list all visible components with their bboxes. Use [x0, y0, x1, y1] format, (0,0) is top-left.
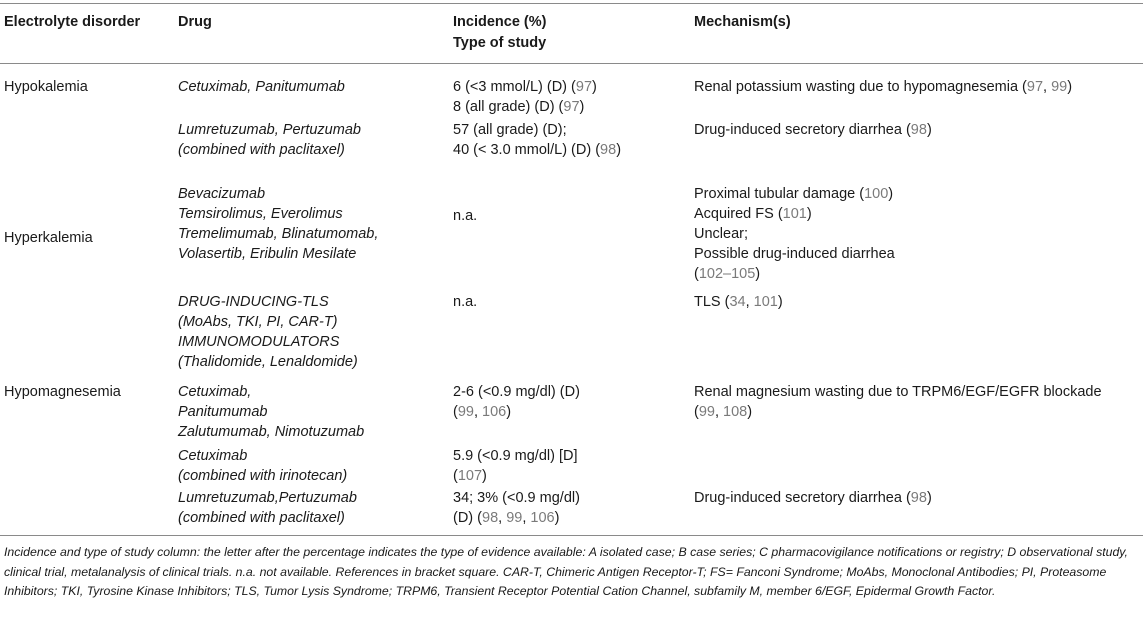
- reference-link[interactable]: 99: [506, 510, 523, 526]
- table-bottom-rule: [0, 535, 1143, 536]
- hypomagnesemia-r1-incidence: 2-6 (<0.9 mg/dl) (D) (99, 106): [453, 384, 580, 420]
- reference-link[interactable]: 107: [457, 468, 483, 484]
- header-incidence: [453, 12, 546, 54]
- reference-link[interactable]: 99: [698, 404, 715, 420]
- reference-link[interactable]: 98: [910, 122, 927, 138]
- hyperkalemia-tls-mechanism: TLS (34, 101): [694, 294, 783, 310]
- hypokalemia-r2-mechanism: Drug-induced secretory diarrhea (98): [694, 122, 932, 138]
- reference-link[interactable]: 97: [1026, 79, 1044, 95]
- reference-link[interactable]: 99: [457, 404, 474, 420]
- row-label-hypokalemia: Hypokalemia: [4, 79, 88, 95]
- table-top-rule: [0, 3, 1143, 4]
- hypomagnesemia-r1-mechanism: Renal magnesium wasting due to TRPM6/EGF/EGFR blockade (99, 108): [694, 384, 1102, 420]
- hyperkalemia-tls-incidence: n.a.: [453, 294, 478, 310]
- hypomagnesemia-r3-drug: Lumretuzumab,Pertuzumab (combined with paclitaxel): [178, 490, 357, 526]
- reference-link[interactable]: 102–105: [698, 266, 756, 282]
- reference-link[interactable]: 97: [563, 99, 580, 115]
- reference-link[interactable]: 34: [729, 294, 746, 310]
- hypomagnesemia-r3-mechanism: Drug-induced secretory diarrhea (98): [694, 490, 932, 506]
- reference-link[interactable]: 108: [723, 404, 748, 420]
- header-incidence-line2: Type of study: [453, 35, 547, 51]
- table-footnote: Incidence and type of study column: the letter after the percentage indicates the type of evidence available: A isolated case; B case series; C pharmacovigilance notifications or registry; D observational study, clinical trial, metalanalysis of clinical trials. n.a. not available. References in bracket square. CAR-T, Chimeric Antigen Receptor-T; FS= Fanconi Syndrome; MoAbs, Monoclonal Antibodies; PI, Proteasome Inhibitors; TKI, Tyrosine Kinase Inhibitors; TLS, Tumor Lysis Syndrome; TRPM6, Transient Receptor Potential Cation Channel, subfamily M, member 6/EGF, Epidermal Growth Factor.: [4, 545, 1128, 598]
- hypomagnesemia-r1-drugs: Cetuximab, Panitumumab Zalutumumab, Nimotuzumab: [178, 384, 365, 440]
- hypokalemia-r1-incidence: 6 (<3 mmol/L) (D) (97) 8 (all grade) (D) (97): [453, 79, 597, 115]
- hyperkalemia-incidence: n.a.: [453, 208, 478, 224]
- hypomagnesemia-r2-drug: Cetuximab (combined with irinotecan): [178, 448, 348, 484]
- row-label-hyperkalemia: Hyperkalemia: [4, 230, 93, 246]
- hyperkalemia-drugs: Bevacizumab Temsirolimus, Everolimus Tremelimumab, Blinatumomab, Volasertib, Eribulin Mesilate: [178, 186, 379, 262]
- reference-link[interactable]: 98: [600, 142, 617, 158]
- hypomagnesemia-r3-incidence: 34; 3% (<0.9 mg/dl) (D) (98, 99, 106): [453, 490, 580, 526]
- reference-link[interactable]: 99: [1051, 79, 1068, 95]
- hypomagnesemia-r2-incidence: 5.9 (<0.9 mg/dl) [D] (107): [453, 448, 578, 484]
- reference-link[interactable]: 101: [782, 206, 807, 222]
- reference-link[interactable]: 97: [575, 79, 593, 95]
- reference-link[interactable]: 106: [530, 510, 555, 526]
- hyperkalemia-tls-drugs: DRUG-INDUCING-TLS (MoAbs, TKI, PI, CAR-T) IMMUNOMODULATORS (Thalidomide, Lenaldomide): [178, 294, 358, 370]
- row-label-hypomagnesemia: Hypomagnesemia: [4, 384, 121, 400]
- hypokalemia-r1-drug: Cetuximab, Panitumumab: [178, 79, 345, 95]
- header-bottom-rule: [0, 63, 1143, 64]
- header-mechanism: Mechanism(s): [694, 14, 791, 30]
- reference-link[interactable]: 100: [864, 186, 889, 202]
- reference-link[interactable]: 98: [910, 490, 927, 506]
- hypokalemia-r1-mechanism: Renal potassium wasting due to hypomagnesemia (97, 99): [694, 79, 1073, 95]
- header-drug: Drug: [178, 14, 212, 30]
- hypokalemia-r2-drug: Lumretuzumab, Pertuzumab (combined with paclitaxel): [178, 122, 361, 158]
- header-incidence-line1: Incidence (%): [453, 14, 547, 30]
- reference-link[interactable]: 101: [753, 294, 778, 310]
- header-electrolyte-disorder: Electrolyte disorder: [4, 14, 141, 30]
- hyperkalemia-mechanism: Proximal tubular damage (100) Acquired FS (101) Unclear; Possible drug-induced diarrhea (102–105): [694, 186, 895, 282]
- reference-link[interactable]: 106: [482, 404, 507, 420]
- reference-link[interactable]: 98: [482, 510, 499, 526]
- hypokalemia-r2-incidence: 57 (all grade) (D); 40 (< 3.0 mmol/L) (D) (98): [453, 122, 622, 158]
